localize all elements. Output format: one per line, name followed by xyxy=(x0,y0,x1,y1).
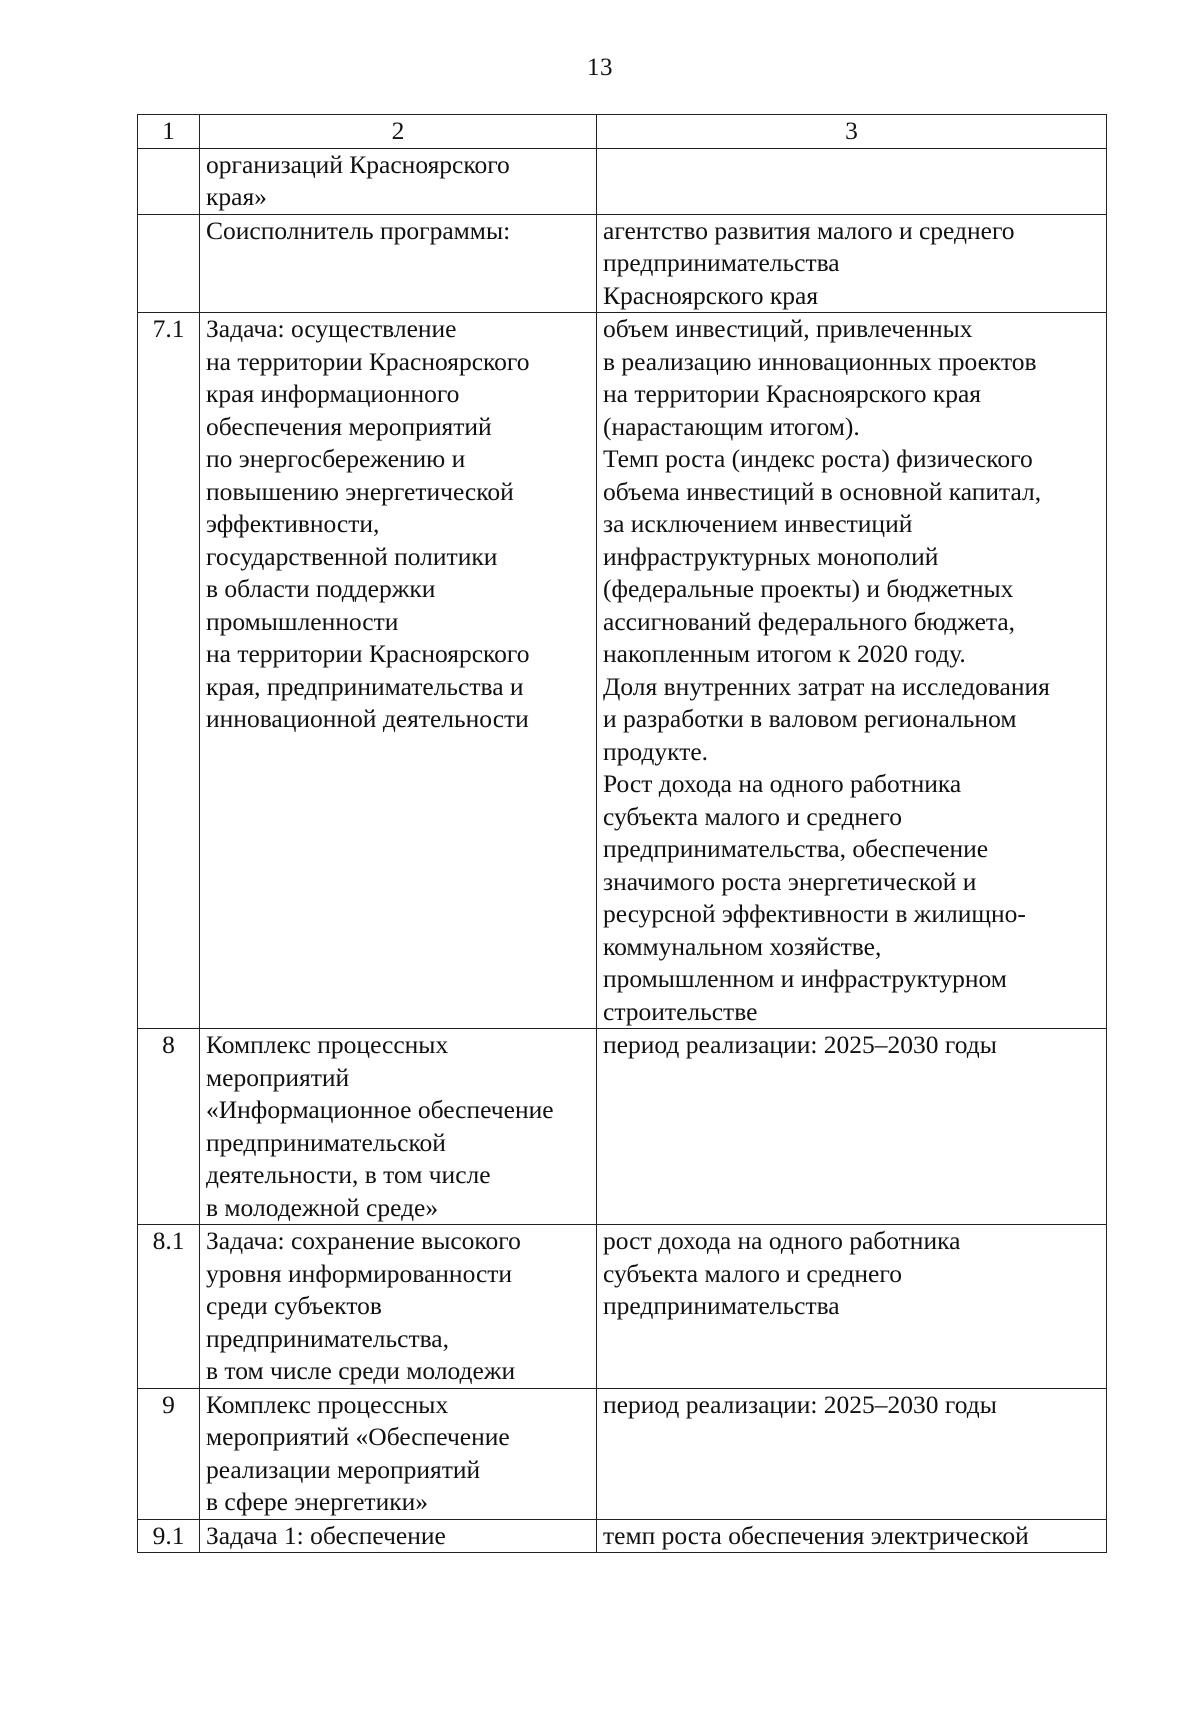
cell-text-line: значимого роста энергетической и xyxy=(603,866,977,896)
cell-text-line: края информационного xyxy=(206,379,460,408)
cell-text-line: предпринимательства xyxy=(603,1291,840,1320)
table-row xyxy=(138,1225,1107,1389)
cell-text-line: по энергосбережению и xyxy=(206,444,466,473)
cell-text-line: Красноярского края xyxy=(603,280,819,310)
program-table xyxy=(137,114,1107,1553)
cell-text-line: среди субъектов xyxy=(206,1291,382,1320)
cell-text-line: мероприятий «Обеспечение xyxy=(206,1422,510,1451)
cell-text-line: в области поддержки xyxy=(206,574,436,603)
cell-text-line: Задача 1: обеспечение xyxy=(206,1520,446,1550)
cell-text-line: инновационной деятельности xyxy=(206,704,529,733)
table-row xyxy=(138,313,1107,1029)
cell-text-line: объем инвестиций, привлеченных xyxy=(603,314,973,343)
cell-text-line: ресурсной эффективности в жилищно- xyxy=(603,899,1026,928)
cell-text-line: накопленным итогом к 2020 году. xyxy=(603,639,966,668)
indicator-value-cell xyxy=(597,1029,1107,1225)
cell-text-line: период реализации: 2025–2030 годы xyxy=(603,1030,997,1059)
cell-text-line: края» xyxy=(206,182,267,211)
cell-text-line: и разработки в валовом региональном xyxy=(603,704,1017,733)
indicator-name-cell xyxy=(200,214,597,313)
cell-text-line: предпринимательской xyxy=(206,1127,446,1157)
indicator-value-cell xyxy=(597,313,1107,1029)
cell-text-line: субъекта малого и среднего xyxy=(603,1258,902,1288)
row-number-cell: 7.1 xyxy=(138,313,200,1029)
row-number-cell xyxy=(138,148,200,214)
cell-text-line: ассигнований федерального бюджета, xyxy=(603,606,1016,636)
cell-text-line: предпринимательства xyxy=(603,248,840,277)
cell-text-line: Доля внутренних затрат на исследования xyxy=(603,671,1050,701)
table-row xyxy=(138,148,1107,214)
cell-text-line: предпринимательства, обеспечение xyxy=(603,834,989,863)
indicator-name-cell xyxy=(200,1519,597,1553)
cell-text-line: деятельности, в том числе xyxy=(206,1160,491,1189)
page-number: 13 xyxy=(587,54,613,81)
cell-text-line: Рост дохода на одного работника xyxy=(603,769,962,798)
cell-text-line: эффективности, xyxy=(206,509,380,538)
row-number-cell: 9 xyxy=(138,1388,200,1519)
cell-text-line: повышению энергетической xyxy=(206,476,514,506)
indicator-name-cell xyxy=(200,313,597,1029)
indicator-value-cell xyxy=(597,214,1107,313)
cell-text-line: Соисполнитель программы: xyxy=(206,215,511,245)
header-cell-2: 2 xyxy=(200,115,597,149)
cell-text-line: промышленности xyxy=(206,606,399,636)
cell-text-line: предпринимательства, xyxy=(206,1323,449,1353)
cell-text-line: продукте. xyxy=(603,736,709,766)
table-row xyxy=(138,214,1107,313)
cell-text-line: коммунальном хозяйстве, xyxy=(603,931,882,961)
cell-text-line: реализации мероприятий xyxy=(206,1454,481,1484)
cell-text-line: организаций Красноярского xyxy=(206,149,510,179)
indicator-value-cell xyxy=(597,1388,1107,1519)
indicator-name-cell xyxy=(200,148,597,214)
row-number-cell: 8.1 xyxy=(138,1225,200,1389)
cell-text-line: в сфере энергетики» xyxy=(206,1487,429,1516)
cell-text-line: субъекта малого и среднего xyxy=(603,801,902,831)
indicator-value-cell xyxy=(597,148,1107,214)
row-number-cell: 8 xyxy=(138,1029,200,1225)
cell-text-line: рост дохода на одного работника xyxy=(603,1226,961,1255)
cell-text-line: строительстве xyxy=(603,996,758,1026)
header-cell-3: 3 xyxy=(597,115,1107,149)
cell-text-line: объема инвестиций в основной капитал, xyxy=(603,476,1042,506)
cell-text-line: (нарастающим итогом). xyxy=(603,411,860,441)
table-row xyxy=(138,1388,1107,1519)
cell-text-line: обеспечения мероприятий xyxy=(206,411,492,441)
cell-text-line: Комплекс процессных xyxy=(206,1389,449,1419)
cell-text-line: (федеральные проекты) и бюджетных xyxy=(603,574,1014,603)
indicator-value-cell xyxy=(597,1519,1107,1553)
indicator-value-cell xyxy=(597,1225,1107,1389)
cell-text-line: государственной политики xyxy=(206,541,498,571)
cell-text-line: в реализацию инновационных проектов xyxy=(603,346,1037,376)
cell-text-line: мероприятий xyxy=(206,1062,350,1092)
cell-text-line: на территории Красноярского xyxy=(206,639,530,668)
indicator-name-cell xyxy=(200,1029,597,1225)
cell-text-line: Задача: сохранение высокого xyxy=(206,1226,521,1255)
indicator-name-cell xyxy=(200,1388,597,1519)
table-header-row xyxy=(138,115,1107,149)
cell-text-line: на территории Красноярского xyxy=(206,346,530,376)
cell-text-line: Задача: осуществление xyxy=(206,314,457,343)
cell-text-line: в молодежной среде» xyxy=(206,1192,439,1222)
cell-text-line: период реализации: 2025–2030 годы xyxy=(603,1389,997,1419)
cell-text-line: уровня информированности xyxy=(206,1258,513,1288)
cell-text-line: Комплекс процессных xyxy=(206,1030,449,1059)
cell-text-line: Темп роста (индекс роста) физического xyxy=(603,444,1033,473)
cell-text-line: промышленном и инфраструктурном xyxy=(603,964,1007,993)
cell-text-line: агентство развития малого и среднего xyxy=(603,215,1015,245)
cell-text-line: темп роста обеспечения электрической xyxy=(603,1520,1029,1550)
cell-text-line: «Информационное обеспечение xyxy=(206,1095,554,1124)
cell-text-line: инфраструктурных монополий xyxy=(603,541,939,571)
header-cell-1: 1 xyxy=(138,115,200,149)
row-number-cell xyxy=(138,214,200,313)
cell-text-line: на территории Красноярского края xyxy=(603,379,982,408)
table-row xyxy=(138,1519,1107,1553)
indicator-name-cell xyxy=(200,1225,597,1389)
table-row xyxy=(138,1029,1107,1225)
cell-text-line: края, предпринимательства и xyxy=(206,671,524,701)
row-number-cell: 9.1 xyxy=(138,1519,200,1553)
cell-text-line: за исключением инвестиций xyxy=(603,509,913,538)
cell-text-line: в том числе среди молодежи xyxy=(206,1356,516,1385)
